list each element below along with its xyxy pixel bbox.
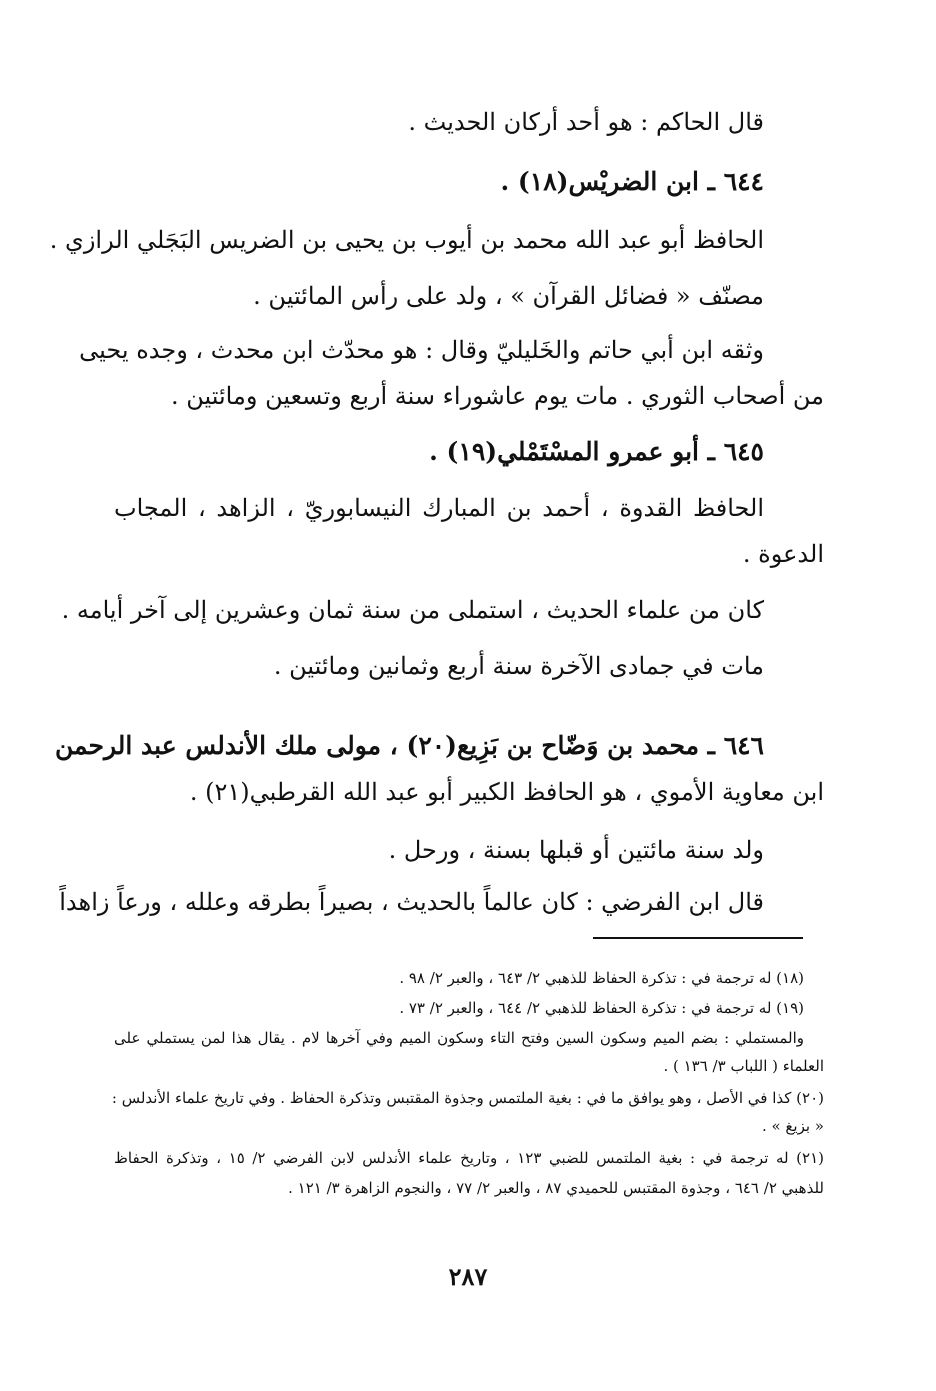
- footnote-line: للذهبي ٢/ ٦٤٦ ، وجذوة المقتبس للحميدي ٨٧ ، والعبر ٢/ ٧٧ ، والنجوم الزاهرة ٣/ ١٢١ .: [288, 1179, 824, 1197]
- footnote-line: والمستملي : بضم الميم وسكون السين وفتح التاء وسكون الميم وفي آخرها لام . يقال هذا لمن يستملي على: [114, 1029, 804, 1047]
- footnote-line: (٢١) له ترجمة في : بغية الملتمس للضبي ١٢٣ ، وتاريخ علماء الأندلس لابن الفرضي ٢/ ١٥ ، وتذكرة الحفاظ: [114, 1149, 824, 1167]
- entry-heading-645: ٦٤٥ ـ أبو عمرو المسْتَمْلي(١٩) .: [429, 437, 764, 466]
- footnote-line: « بزيغ » .: [761, 1117, 824, 1135]
- body-line: ولد سنة مائتين أو قبلها بسنة ، ورحل .: [388, 836, 764, 864]
- body-line: مات في جمادى الآخرة سنة أربع وثمانين ومائتين .: [273, 652, 764, 680]
- entry-heading-646: ٦٤٦ ـ محمد بن وَضّاح بن بَزِيع(٢٠) ، مولى ملك الأندلس عبد الرحمن: [55, 731, 764, 760]
- body-line: مصنّف « فضائل القرآن » ، ولد على رأس المائتين .: [253, 282, 764, 310]
- body-line: ابن معاوية الأموي ، هو الحافظ الكبير أبو عبد الله القرطبي(٢١) .: [189, 778, 824, 806]
- body-line: قال الحاكم : هو أحد أركان الحديث .: [408, 108, 764, 136]
- footnote-line: العلماء ( اللباب ٣/ ١٣٦ ) .: [663, 1057, 824, 1075]
- footnote-line: (١٨) له ترجمة في : تذكرة الحفاظ للذهبي ٢/ ٦٤٣ ، والعبر ٢/ ٩٨ .: [399, 969, 804, 987]
- body-line: من أصحاب الثوري . مات يوم عاشوراء سنة أربع وتسعين ومائتين .: [170, 382, 824, 410]
- footnote-line: (٢٠) كذا في الأصل ، وهو يوافق ما في : بغية الملتمس وجذوة المقتبس وتذكرة الحفاظ . وفي تاريخ علماء الأندلس :: [111, 1089, 824, 1107]
- page-number: ٢٨٧: [448, 1262, 488, 1291]
- body-line: الحافظ أبو عبد الله محمد بن أيوب بن يحيى بن الضريس البَجَلي الرازي .: [49, 226, 764, 254]
- entry-heading-644: ٦٤٤ ـ ابن الضريْس(١٨) .: [500, 167, 764, 196]
- body-line: وثقه ابن أبي حاتم والخَليليّ وقال : هو محدّث ابن محدث ، وجده يحيى: [79, 336, 764, 364]
- body-line: الحافظ القدوة ، أحمد بن المبارك النيسابوريّ ، الزاهد ، المجاب: [114, 494, 764, 522]
- body-line: الدعوة .: [742, 540, 824, 568]
- footnote-divider: [593, 937, 803, 939]
- body-line: كان من علماء الحديث ، استملى من سنة ثمان وعشرين إلى آخر أيامه .: [61, 596, 764, 624]
- footnote-line: (١٩) له ترجمة في : تذكرة الحفاظ للذهبي ٢/ ٦٤٤ ، والعبر ٢/ ٧٣ .: [399, 999, 804, 1017]
- body-line: قال ابن الفرضي : كان عالماً بالحديث ، بصيراً بطرقه وعلله ، ورعاً زاهداً: [59, 888, 764, 916]
